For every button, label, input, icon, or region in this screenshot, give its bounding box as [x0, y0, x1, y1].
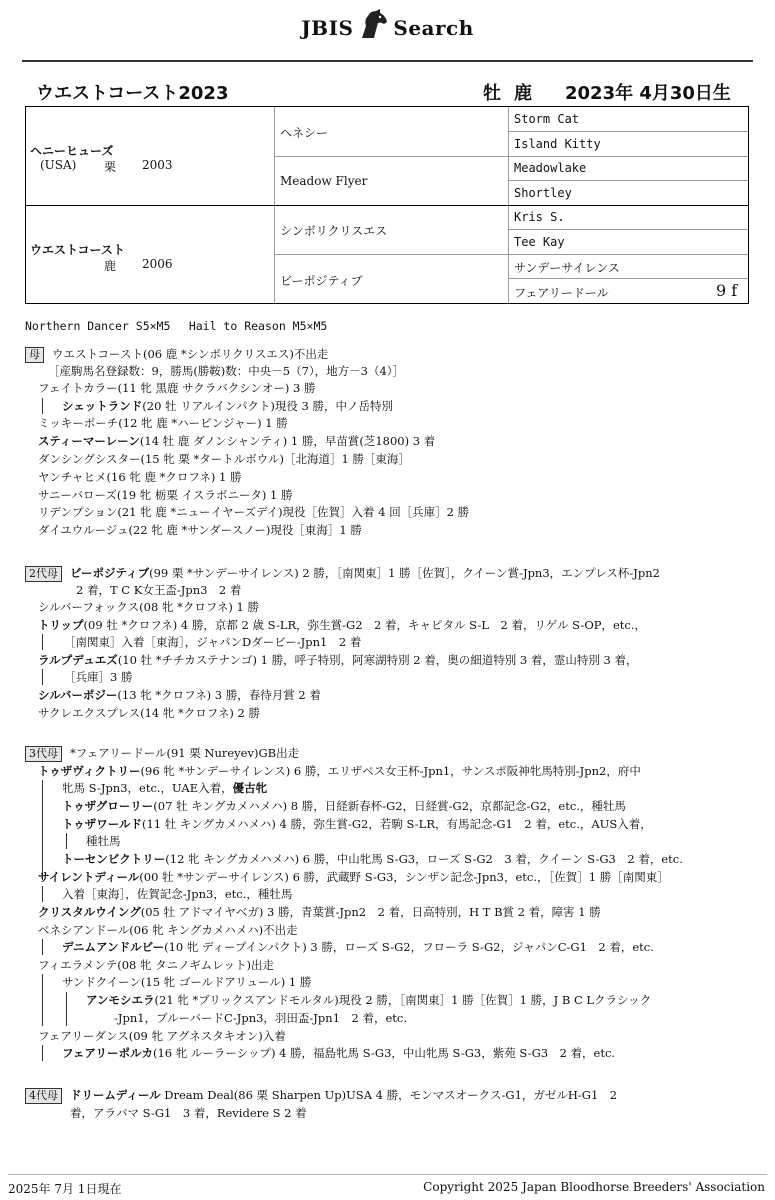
progeny-line: ［南関東］入着［東海］，ジャパンDダービー-Jpn1 2 着	[64, 635, 362, 649]
progeny-line: トゥザヴィクトリー(96 牝 *サンデーサイレンス) 6 勝，エリザベス女王杯-Jpn1，サンスポ阪神牝馬特別-Jpn2，府中	[38, 764, 641, 778]
gd4-line: 着，アラバマ S-G1 3 着，Revidere S 2 着	[70, 1106, 307, 1120]
gd2-section-header: 2代母 ビーポジティブ(99 栗 *サンデーサイレンス) 2 勝，［南関東］1 勝［佐賀］，クイーン賞-Jpn3，エンプレス杯-Jpn2	[25, 565, 660, 582]
section-tag-gd4: 4代母	[25, 1088, 62, 1104]
gd2-line: 2 着，T C K女王盃-Jpn3 2 着	[76, 583, 242, 597]
progeny-line: サニーバローズ(19 牝 栃栗 イスラボニータ) 1 勝	[38, 488, 293, 502]
progeny-line: トゥザワールド(11 牡 キングカメハメハ) 4 勝，弥生賞-G2，若駒 S-LR，有馬記念-G1 2 着，etc.，AUS入着，	[62, 817, 652, 831]
progeny-line: サンドクイーン(15 牝 ゴールドアリュール) 1 勝	[62, 975, 312, 989]
lineage-bar	[42, 886, 43, 902]
progeny-line: ミッキーポーチ(12 牝 鹿 *ハービンジャー) 1 勝	[38, 416, 288, 430]
progeny-line: デニムアンドルビー(10 牝 ディープインパクト) 3 勝，ローズ S-G2，フローラ S-G2，ジャパンC-G1 2 着，etc.	[62, 940, 654, 954]
pedigree-row-divider	[508, 278, 748, 279]
footer-date: 2025年 7月 1日現在	[8, 1182, 122, 1196]
logo-text-search: Search	[393, 16, 474, 40]
section-tag-gd3: 3代母	[25, 746, 62, 762]
progeny-line: アンモシエラ(21 牝 *ブリックスアンドモルタル)現役 2 勝，［南関東］1 勝［佐賀］1 勝，J B C Lクラシック	[86, 993, 652, 1007]
progeny-line: ［兵庫］3 勝	[64, 670, 133, 684]
pedigree-row-divider	[274, 156, 748, 157]
dam-line: ウエストコースト(06 鹿 *シンボリクリスエス)不出走	[52, 347, 329, 361]
lineage-bar	[42, 939, 43, 955]
progeny-line: トゥザグローリー(07 牡 キングカメハメハ) 8 勝，日経新春杯-G2，日経賞-G2，京都記念-G2，etc.，種牡馬	[62, 799, 626, 813]
progeny-line: サクレエクスプレス(14 牝 *クロフネ) 2 勝	[38, 706, 260, 720]
pedigree-row-divider	[26, 205, 748, 206]
jbis-logo[interactable]	[0, 8, 775, 40]
progeny-line: トーセンビクトリー(12 牝 キングカメハメハ) 6 勝，中山牝馬 S-G3，ローズ S-G2 3 着，クイーン S-G3 2 着，etc.	[62, 852, 683, 866]
progeny-line: ラルプデュエズ(10 牡 *チチカステナンゴ) 1 勝，呼子特別，阿寒湖特別 2 着，奥の細道特別 3 着，霊山特別 3 着，	[38, 653, 638, 667]
dam-year: 2006	[142, 257, 173, 271]
progeny-line: フェイトカラー(11 牝 黒鹿 サクラバクシンオー) 3 勝	[38, 381, 316, 395]
horse-name: ウエストコースト2023	[36, 83, 229, 104]
dam-line: ［産駒馬名登録数：9，勝馬(勝鞍)数：中央－5（7），地方－3（4）］	[48, 364, 405, 378]
sire-dam[interactable]: Meadow Flyer	[280, 174, 368, 188]
horse-sex: 牡	[483, 83, 501, 104]
lineage-bar	[42, 634, 43, 650]
progeny-line: ダンシングシスター(15 牝 栗 *タートルボウル)［北海道］1 勝［東海］	[38, 452, 410, 466]
pedigree-row-divider	[508, 180, 748, 181]
progeny-line: フェアリーポルカ(16 牝 ルーラーシップ) 4 勝，福島牝馬 S-G3，中山牝馬 S-G3，紫苑 S-G3 2 着，etc.	[62, 1046, 616, 1060]
sire-origin: (USA)	[40, 158, 77, 172]
sire-name[interactable]: ヘニーヒューズ	[30, 144, 114, 158]
dam-name[interactable]: ウエストコースト	[30, 243, 125, 257]
progeny-line: 入着［東海］，佐賀記念-Jpn3，etc.，種牡馬	[62, 887, 293, 901]
footer-copyright: Copyright 2025 Japan Bloodhorse Breeders' Association	[423, 1180, 765, 1194]
gd4-section-header: 4代母 ドリームディール Dream Deal(86 栗 Sharpen Up)USA 4 勝，モンマスオークス-G1，ガゼルH-G1 2	[25, 1087, 617, 1104]
horse-birth-date: 2023年 4月30日生	[565, 83, 731, 104]
progeny-line: フェアリーダンス(09 牝 アグネスタキオン)入着	[38, 1029, 286, 1043]
section-tag-gd2: 2代母	[25, 566, 62, 582]
dam-coat: 鹿	[104, 259, 117, 273]
gd3-section-header: 3代母 *フェアリードール(91 栗 Nureyev)GB出走	[25, 745, 299, 762]
pedigree-row-divider	[508, 131, 748, 132]
gen3-ancestor[interactable]: サンデーサイレンス	[514, 261, 620, 275]
gen3-ancestor[interactable]: Tee Kay	[514, 235, 565, 249]
footer-divider	[8, 1174, 767, 1175]
progeny-line: フィエラメンテ(08 牝 タニノギムレット)出走	[38, 958, 274, 972]
gen3-ancestor[interactable]: Meadowlake	[514, 161, 587, 175]
horse-coat: 鹿	[514, 83, 532, 104]
progeny-line: リデンプション(21 牝 鹿 *ニューイヤーズデイ)現役［佐賀］入着 4 回［兵庫］2 勝	[38, 505, 470, 519]
lineage-bar	[42, 1045, 43, 1061]
sire-sire[interactable]: ヘネシー	[280, 126, 329, 140]
dam-dam[interactable]: ビーポジティブ	[280, 274, 363, 288]
progeny-line: シェットランド(20 牡 リアルインパクト)現役 3 勝，中ノ岳特別	[62, 399, 393, 413]
gen3-ancestor[interactable]: Shortley	[514, 186, 572, 200]
progeny-line: ダイユウルージュ(22 牝 鹿 *サンダースノー)現役［東海］1 勝	[38, 523, 362, 537]
gen3-ancestor[interactable]: フェアリードール	[514, 286, 609, 300]
progeny-line: クリスタルウイング(05 牡 アドマイヤベガ) 3 勝，青葉賞-Jpn2 2 着，日高特別，H T B賞 2 着，障害 1 勝	[38, 905, 601, 919]
horse-head-icon	[356, 8, 390, 40]
lineage-bar	[66, 833, 67, 849]
header-divider	[22, 60, 753, 62]
inbreeding-info: Northern Dancer S5×M5 Hail to Reason M5×M5	[25, 319, 328, 333]
sire-year: 2003	[142, 158, 173, 172]
progeny-line: ヤンチャヒメ(16 牝 鹿 *クロフネ) 1 勝	[38, 470, 242, 484]
gen3-ancestor[interactable]: Island Kitty	[514, 137, 601, 151]
progeny-line: トリップ(09 牡 *クロフネ) 4 勝，京都 2 歳 S-LR，弥生賞-G2 2 着，キャピタル S-L 2 着，リゲル S-OP，etc.，	[38, 618, 647, 632]
gen3-ancestor[interactable]: Storm Cat	[514, 112, 580, 126]
family-number: 9 f	[716, 281, 738, 300]
progeny-line: スティーマーレーン(14 牡 鹿 ダノンシャンティ) 1 勝，早苗賞(芝1800) 3 着	[38, 434, 436, 448]
sire-coat: 栗	[104, 160, 117, 174]
pedigree-row-divider	[274, 254, 748, 255]
lineage-bar	[66, 992, 67, 1026]
logo-text-jbis: JBIS	[301, 16, 354, 40]
lineage-bar	[42, 974, 43, 1026]
progeny-line: シルバーフォックス(08 牝 *クロフネ) 1 勝	[38, 600, 259, 614]
dam-section-header	[25, 346, 328, 363]
pedigree-row-divider	[508, 229, 748, 230]
lineage-bar	[42, 780, 43, 880]
progeny-line: サイレントディール(00 牡 *サンデーサイレンス) 6 勝，武蔵野 S-G3，シンザン記念-Jpn3，etc.，［佐賀］1 勝［南関東］	[38, 870, 669, 884]
progeny-line: シルバーポジー(13 牝 *クロフネ) 3 勝，春待月賞 2 着	[38, 688, 321, 702]
progeny-line: 牝馬 S-Jpn3，etc.，UAE入着，優古牝	[62, 781, 268, 795]
lineage-bar	[42, 398, 43, 414]
lineage-bar	[42, 669, 43, 685]
dam-sire[interactable]: シンボリクリスエス	[280, 224, 388, 238]
pedigree-table	[25, 106, 749, 304]
gen3-ancestor[interactable]: Kris S.	[514, 210, 565, 224]
section-tag-dam: 母	[25, 347, 44, 363]
progeny-line: -Jpn1，ブルーバードC-Jpn3，羽田盃-Jpn1 2 着，etc.	[114, 1011, 407, 1025]
progeny-line: 種牡馬	[86, 834, 121, 848]
progeny-line: ベネシアンドール(06 牝 キングカメハメハ)不出走	[38, 923, 298, 937]
